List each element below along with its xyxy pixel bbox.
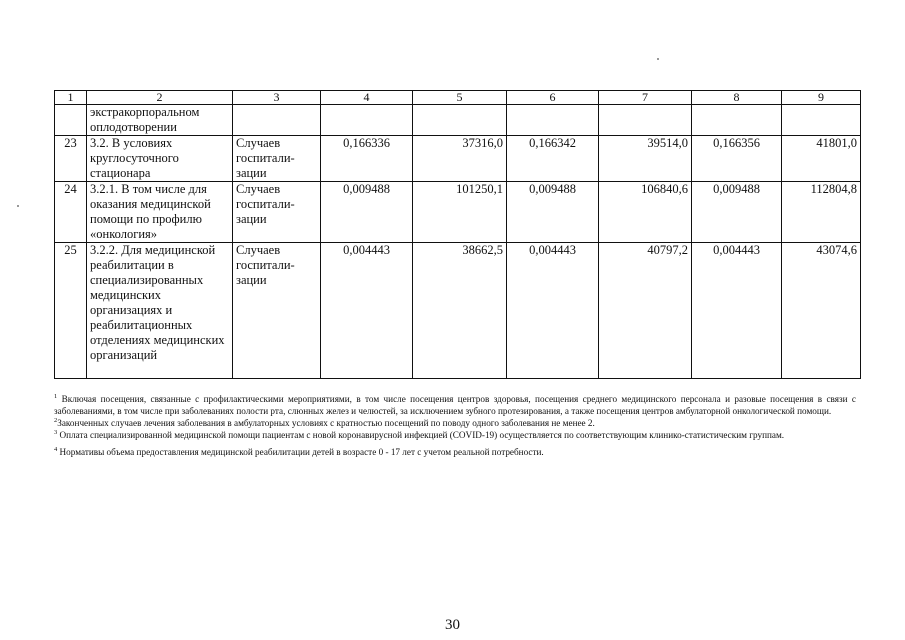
cell-value: 0,004443: [692, 243, 782, 379]
header-cell: 4: [321, 91, 413, 105]
footnote-mark: 3: [54, 429, 58, 436]
row-name: 3.2.1. В том числе для оказания медицинской помощи по профилю «онкология»: [87, 182, 233, 243]
footnote-text: Нормативы объема предоставления медицинской реабилитации детей в возрасте 0 - 17 лет с учетом реальной потребности.: [59, 447, 544, 457]
header-cell: 7: [599, 91, 692, 105]
page-number: 30: [445, 617, 460, 633]
table-row: [55, 136, 861, 182]
table-row-continuation: [55, 105, 861, 136]
footnote-mark: 4: [54, 446, 58, 453]
cell-value: 40797,2: [599, 243, 692, 379]
footnote-text: Оплата специализированной медицинской помощи пациентам с новой коронавирусной инфекцией (COVID-19) осуществляется по соответствующим клинико-статистическим группам.: [59, 430, 785, 440]
scan-speck: [657, 58, 659, 60]
header-cell: 6: [507, 91, 599, 105]
row-number: 23: [55, 136, 87, 182]
row-number: 24: [55, 182, 87, 243]
cell-value: 106840,6: [599, 182, 692, 243]
cell-value: 0,009488: [507, 182, 599, 243]
cell-value: 0,009488: [692, 182, 782, 243]
table-row: [55, 182, 861, 243]
header-cell: 3: [233, 91, 321, 105]
row-unit: Случаев госпитали-зации: [233, 136, 321, 182]
cell-value: 0,166356: [692, 136, 782, 182]
norms-table: [54, 90, 861, 379]
cell-value: 41801,0: [782, 136, 861, 182]
header-cell: 9: [782, 91, 861, 105]
row-unit: Случаев госпитали-зации: [233, 243, 321, 379]
footnote: [54, 446, 856, 458]
footnote-mark: 2: [54, 417, 58, 424]
row-name: 3.2.2. Для медицинской реабилитации в специализированных медицинских организациях и реабилитационных отделениях медицинских организаций: [87, 243, 233, 379]
footnotes: [54, 393, 856, 458]
footnote: [54, 417, 856, 429]
cell-value: 112804,8: [782, 182, 861, 243]
footnote-text: Законченных случаев лечения заболевания в амбулаторных условиях с кратностью посещений по поводу одного заболевания не менее 2.: [57, 418, 595, 428]
table-header-row: [55, 91, 861, 105]
cell-value: 37316,0: [413, 136, 507, 182]
row-number: 25: [55, 243, 87, 379]
cell-value: 101250,1: [413, 182, 507, 243]
footnote-mark: 1: [54, 393, 58, 400]
table-row: [55, 243, 861, 379]
header-cell: 1: [55, 91, 87, 105]
cell-value: 0,166342: [507, 136, 599, 182]
header-cell: 2: [87, 91, 233, 105]
cell-value: 38662,5: [413, 243, 507, 379]
row-name: 3.2. В условиях круглосуточного стационара: [87, 136, 233, 182]
scan-speck: [17, 205, 19, 207]
cell-value: 43074,6: [782, 243, 861, 379]
continuation-text: экстракорпоральном оплодотворении: [87, 105, 233, 136]
header-cell: 5: [413, 91, 507, 105]
footnote: [54, 393, 856, 417]
footnote-text: Включая посещения, связанные с профилактическими мероприятиями, в том числе посещения центров здоровья, посещения среднего медицинского персонала и разовые посещения в связи с заболеваниями, в том числе при заболеваниях полости рта, слюнных желез и челюстей, за исключением зубного протезирования, а также посещения центров амбулаторной онкологической помощи.: [54, 394, 856, 416]
footnote: [54, 429, 856, 441]
cell-value: 0,004443: [507, 243, 599, 379]
cell-value: 0,009488: [321, 182, 413, 243]
cell-value: 39514,0: [599, 136, 692, 182]
cell-value: 0,004443: [321, 243, 413, 379]
row-unit: Случаев госпитали-зации: [233, 182, 321, 243]
cell-value: 0,166336: [321, 136, 413, 182]
header-cell: 8: [692, 91, 782, 105]
